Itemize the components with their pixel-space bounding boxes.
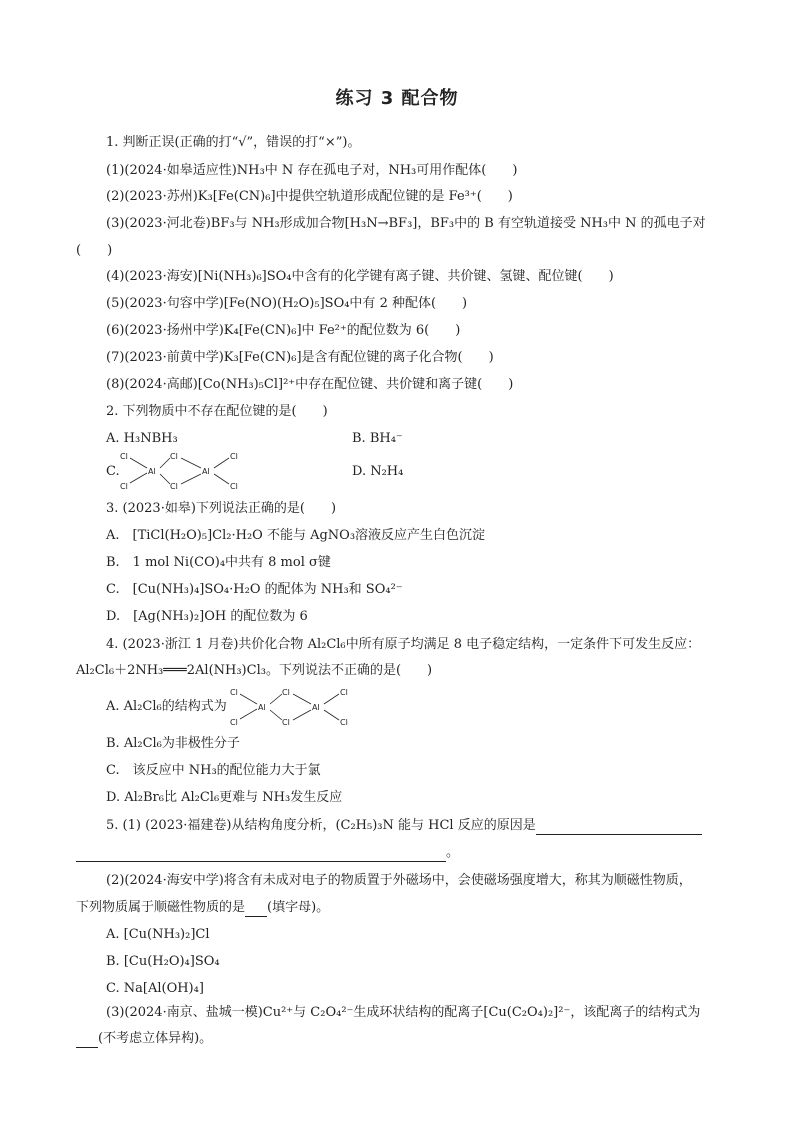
answer-blank[interactable] (245, 902, 267, 917)
bond (160, 474, 170, 484)
al2cl6-structure-diagram (118, 447, 250, 493)
bond (240, 694, 257, 704)
bond (130, 458, 147, 468)
q4-stem-line2: Al₂Cl₆＋2NH₃═══2Al(NH₃)Cl₃。下列说法不正确的是( ) (76, 663, 433, 678)
bond (130, 473, 147, 483)
cl-atom: Cl (120, 452, 128, 461)
q5-part2-option-a: A. [Cu(NH₃)₂]Cl (106, 927, 210, 942)
page-title: 练习 3 配合物 (335, 88, 459, 109)
answer-blank[interactable] (536, 820, 702, 835)
q1-item-7: (7)(2023·前黄中学)K₃[Fe(CN)₆]是含有配位键的离子化合物( ) (106, 350, 494, 365)
q5-part3-line1: (3)(2024·南京、盐城一模)Cu²⁺与 C₂O₄²⁻生成环状结构的配离子[Cu(C₂O₄)₂]²⁻，该配离子的结构式为 (106, 1005, 701, 1020)
bond (293, 694, 311, 704)
q1-item-1: (1)(2024·如皋适应性)NH₃中 N 存在孤电子对，NH₃可用作配体( ) (106, 163, 518, 178)
cl-atom: Cl (120, 482, 128, 491)
cl-atom: Cl (230, 688, 238, 697)
q1-item-6: (6)(2023·扬州中学)K₄[Fe(CN)₆]中 Fe²⁺的配位数为 6( ) (106, 323, 461, 338)
q5-part2-line1: (2)(2024·海安中学)将含有未成对电子的物质置于外磁场中，会使磁场强度增大，称其为顺磁性物质， (106, 873, 692, 888)
q2-stem: 2. 下列物质中不存在配位键的是( ) (106, 404, 328, 419)
q4-option-c: C. 该反应中 NH₃的配位能力大于氯 (106, 763, 321, 778)
al2cl6-structural-formula (228, 683, 360, 729)
q5-part1-text: 5. (1) (2023·福建卷)从结构角度分析，(C₂H₅)₃N 能与 HCl 反应的原因是 (106, 818, 536, 833)
bond (270, 694, 282, 704)
q3-option-b: B. 1 mol Ni(CO)₄中共有 8 mol σ键 (106, 555, 331, 570)
al-atom: Al (312, 703, 320, 712)
q5-part3-end: (不考虑立体异构)。 (98, 1031, 213, 1046)
q5-part1-line2 (76, 844, 459, 862)
q5-part1-end: 。 (446, 845, 460, 860)
bond (324, 710, 339, 720)
bond (181, 458, 201, 468)
q2-option-b: B. BH₄⁻ (352, 431, 403, 446)
bond (160, 458, 170, 468)
al-atom: Al (258, 703, 266, 712)
cl-atom: Cl (230, 718, 238, 727)
q3-option-a: A. [TiCl(H₂O)₅]Cl₂·H₂O 不能与 AgNO₃溶液反应产生白色沉淀 (106, 528, 486, 543)
bond (214, 458, 229, 468)
al-atom: Al (148, 467, 156, 476)
answer-blank[interactable] (76, 847, 446, 862)
q3-option-d: D. [Ag(NH₃)₂]OH 的配位数为 6 (106, 609, 308, 624)
q3-option-c: C. [Cu(NH₃)₄]SO₄·H₂O 的配体为 NH₃和 SO₄²⁻ (106, 582, 403, 597)
cl-atom: Cl (340, 688, 348, 697)
q1-item-4: (4)(2023·海安)[Ni(NH₃)₆]SO₄中含有的化学键有离子键、共价键、氢键、配位键( ) (106, 269, 614, 284)
q1-item-5: (5)(2023·句容中学)[Fe(NO)(H₂O)₅]SO₄中有 2 种配体( ) (106, 296, 468, 311)
q5-part2-line2 (76, 899, 329, 917)
bond (324, 694, 339, 704)
cl-atom: Cl (282, 718, 290, 727)
answer-blank[interactable] (76, 1033, 98, 1048)
q4-option-a: A. Al₂Cl₆的结构式为 (106, 699, 227, 714)
q1-item-3: (3)(2023·河北卷)BF₃与 NH₃形成加合物[H₃N→BF₃]，BF₃中的 B 有空轨道接受 NH₃中 N 的孤电子对 (106, 216, 706, 231)
q3-stem: 3. (2023·如皋)下列说法正确的是( ) (106, 501, 337, 516)
cl-atom: Cl (230, 452, 238, 461)
cl-atom: Cl (340, 718, 348, 727)
q4-option-b: B. Al₂Cl₆为非极性分子 (106, 736, 240, 751)
bond (214, 474, 229, 484)
bond (240, 709, 257, 719)
q4-stem-line1: 4. (2023·浙江 1 月卷)共价化合物 Al₂Cl₆中所有原子均满足 8 电子稳定结构，一定条件下可发生反应： (106, 637, 701, 652)
q1-item-8: (8)(2024·高邮)[Co(NH₃)₅Cl]²⁺中存在配位键、共价键和离子键( ) (106, 377, 514, 392)
bond (181, 474, 201, 484)
bond (293, 710, 311, 720)
q2-option-c: C. (106, 464, 120, 479)
q5-part2-option-c: C. Na[Al(OH)₄] (106, 981, 204, 996)
bond (270, 710, 282, 720)
q4-option-d: D. Al₂Br₆比 Al₂Cl₆更难与 NH₃发生反应 (106, 790, 343, 805)
q2-option-d: D. N₂H₄ (352, 464, 404, 479)
q5-part2-end: (填字母)。 (267, 900, 330, 915)
al-atom: Al (202, 467, 210, 476)
cl-atom: Cl (170, 482, 178, 491)
q1-stem: 1. 判断正误(正确的打“√”，错误的打“×”)。 (106, 135, 361, 150)
q5-part3-line2 (76, 1030, 212, 1048)
q2-option-a: A. H₃NBH₃ (106, 431, 178, 446)
q1-item-2: (2)(2023·苏州)K₃[Fe(CN)₆]中提供空轨道形成配位键的是 Fe³⁺( ) (106, 189, 513, 204)
q5-part2-option-b: B. [Cu(H₂O)₄]SO₄ (106, 954, 220, 969)
cl-atom: Cl (170, 452, 178, 461)
q5-part1-line1 (106, 817, 702, 835)
cl-atom: Cl (282, 688, 290, 697)
cl-atom: Cl (230, 482, 238, 491)
q5-part2-text: 下列物质属于顺磁性物质的是 (76, 900, 246, 915)
q1-item-3-cont: ( ) (76, 243, 113, 258)
